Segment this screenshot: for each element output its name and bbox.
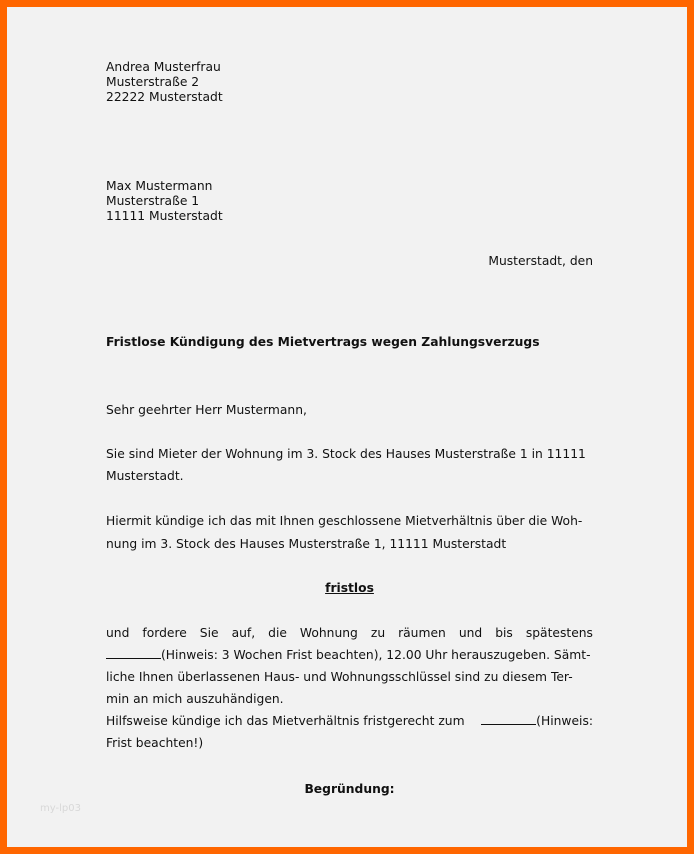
paragraph-3-word: zu: [370, 626, 386, 640]
recipient-street: Musterstraße 1: [106, 194, 200, 208]
paragraph-1-line-2: Musterstadt.: [106, 469, 184, 483]
sender-city: 22222 Musterstadt: [106, 90, 223, 104]
paragraph-3-text-2: [106, 644, 591, 666]
paragraph-3-line-3: [106, 666, 593, 688]
paragraph-3-word: bis: [495, 626, 513, 640]
salutation: Sehr geehrter Herr Mustermann,: [106, 403, 307, 417]
date-line: Musterstadt, den: [488, 254, 593, 268]
fristlos-heading: fristlos: [325, 581, 374, 595]
date-blank[interactable]: [106, 646, 161, 659]
paragraph-3-word: Sie: [199, 626, 219, 640]
paragraph-3-word: spätestens: [525, 626, 593, 640]
paragraph-3-line-5: [106, 710, 593, 732]
watermark: my-lp03: [40, 803, 81, 814]
paragraph-1-line-1: [106, 443, 593, 465]
recipient-name: Max Mustermann: [106, 179, 213, 193]
recipient-city: 11111 Musterstadt: [106, 209, 223, 223]
paragraph-3-line-2: [106, 644, 593, 666]
paragraph-3-word: Wohnung: [299, 626, 358, 640]
paragraph-3-line-1: [106, 622, 593, 644]
begruendung-heading: Begründung:: [304, 782, 395, 796]
paragraph-3-word: und: [106, 626, 130, 640]
paragraph-3-word: räumen: [398, 626, 446, 640]
subject-line: Fristlose Kündigung des Mietvertrags wegen Zahlungsverzugs: [106, 335, 540, 349]
paragraph-3-word: fordere: [142, 626, 187, 640]
paragraph-2-text-1: Hiermit kündige ich das mit Ihnen geschlossene Mietverhältnis über die Woh-: [106, 514, 583, 528]
sender-name: Andrea Musterfrau: [106, 60, 221, 74]
paragraph-3-line-4: min an mich auszuhändigen.: [106, 692, 284, 706]
paragraph-3-word: auf,: [231, 626, 256, 640]
paragraph-2-line-2: nung im 3. Stock des Hauses Musterstraße 1, 11111 Musterstadt: [106, 537, 507, 551]
paragraph-3-line-6: Frist beachten!): [106, 736, 204, 750]
sender-street: Musterstraße 2: [106, 75, 200, 89]
paragraph-3-text-5b-wrap: [481, 710, 593, 732]
paragraph-2-line-1: [106, 510, 593, 532]
letter-page: [7, 7, 687, 847]
paragraph-3-text-5b: (Hinweis:: [536, 714, 593, 728]
paragraph-3-text-2a: (Hinweis: 3 Wochen Frist beachten), 12.00 Uhr herauszugeben. Sämt-: [161, 648, 591, 662]
paragraph-3-word: die: [268, 626, 287, 640]
paragraph-3-text-3: liche Ihnen überlassenen Haus- und Wohnungsschlüssel sind zu diesem Ter-: [106, 670, 573, 684]
paragraph-3-word: und: [458, 626, 483, 640]
deadline-blank[interactable]: [481, 712, 536, 725]
paragraph-1-text-1: Sie sind Mieter der Wohnung im 3. Stock des Hauses Musterstraße 1 in 11111: [106, 447, 586, 461]
paragraph-3-text-5a: Hilfsweise kündige ich das Mietverhältnis fristgerecht zum: [106, 714, 465, 728]
